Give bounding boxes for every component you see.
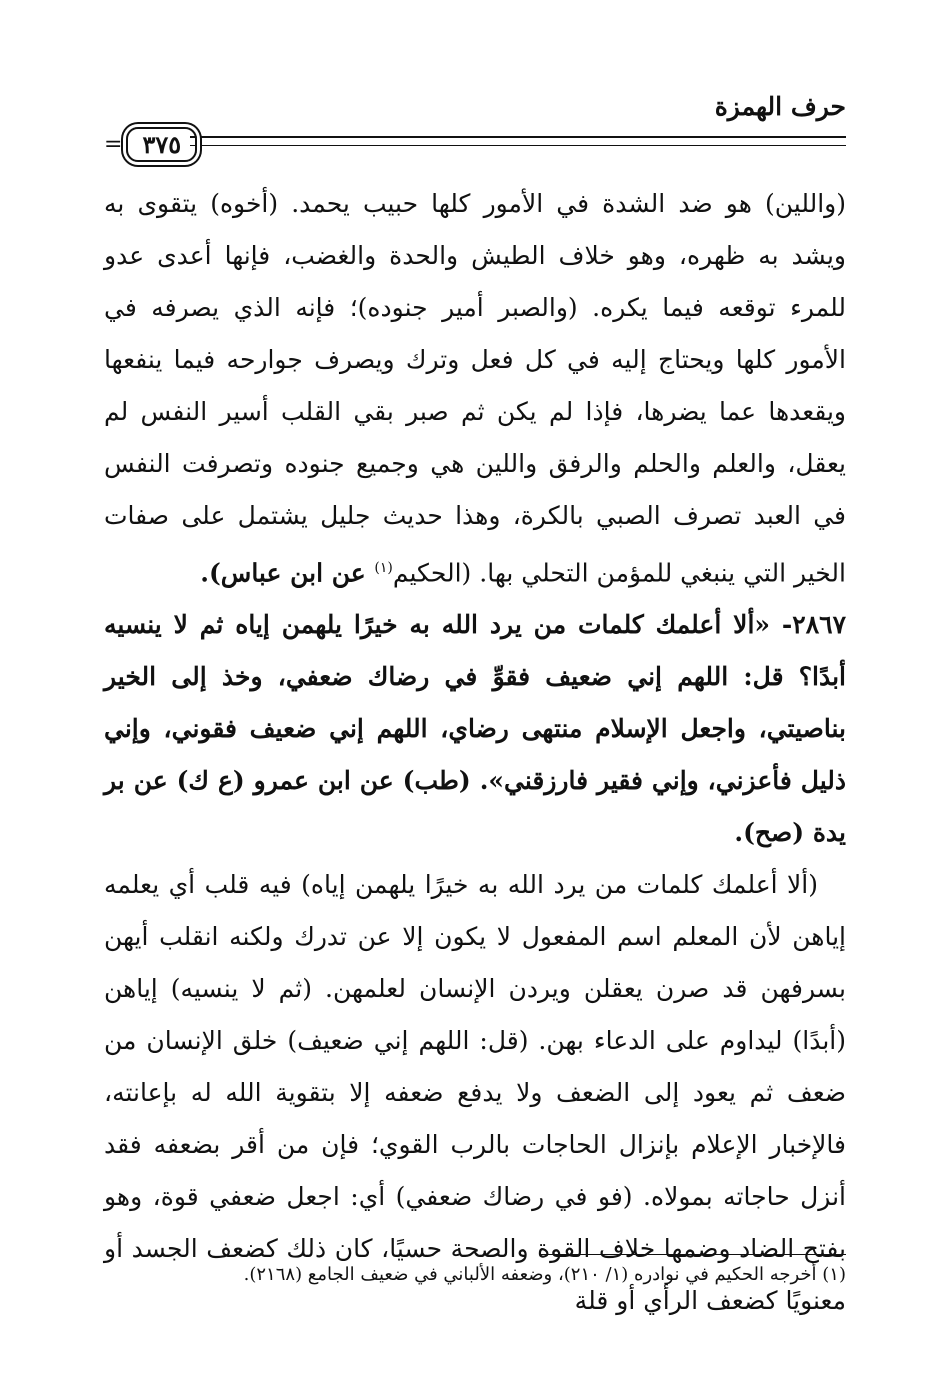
footnote-marker: (١)	[374, 560, 393, 576]
chapter-title: حرف الهمزة	[714, 92, 846, 121]
page-number-box	[104, 116, 197, 172]
paragraph-1-end: عن ابن عباس).	[200, 558, 375, 588]
header-rule-thin	[190, 145, 846, 146]
paragraph-commentary-2: (ألا أعلمك كلمات من يرد الله به خيرًا يلهمن إياه) فيه قلب أي يعلمه إياهن لأن المعلم اسم المفعول لا يكون إلا عن تدرك ولكنه انقلب أيهن بسرفهن قد صرن يعقلن ويردن الإنسان لعلمهن. (ثم لا ينسيه) إياهن (أبدًا) ليداوم على الدعاء بهن. (قل: اللهم إني ضعيف) خلق الإنسان من ضعف ثم يعود إلى الضعف ولا يدفع ضعفه إلا بتقوية الله له بإعانته، فالإخبار الإعلام بإنزال الحاجات بالرب القوي؛ فإن من أقر بضعفه فقد أنزل حاجاته بمولاه. (فو في رضاك ضعفي) أي: اجعل ضعفي قوة، وهو بفتح الضاد وضمها خلاف القوة والصحة حسيًا، كان ذلك كضعف الجسد أو معنويًا كضعف الرأي أو قلة	[104, 870, 846, 1316]
body-text	[104, 178, 846, 1327]
page-number-dash: =	[104, 131, 123, 157]
paragraph-commentary-1	[104, 178, 846, 599]
footnote: (١) أخرجه الحكيم في نوادره (١/ ٢١٠)، وضعفه الألباني في ضعيف الجامع (٢١٦٨).	[243, 1264, 846, 1285]
header-rule	[190, 136, 846, 138]
footnote-rule	[540, 1254, 846, 1255]
paragraph-1-text: (واللين) هو ضد الشدة في الأمور كلها حبيب يحمد. (أخوه) يتقوى به ويشد به ظهره، وهو خلاف الطيش والحدة والغضب، فإنها أعدى عدو للمرء توقعه فيما يكره. (والصبر أمير جنوده)؛ فإنه الذي يصرفه في الأمور كلها ويحتاج إليه في كل فعل وترك ويصرف جوارحه فيما ينفعها ويقعدها عما يضرها، فإذا لم يكن ثم صبر بقي القلب أسير النفس لم يعقل، والعلم والحلم والرفق واللين هي وجميع جنوده وتصرفت النفس في العبد تصرف الصبي بالكرة، وهذا حديث جليل يشتمل على صفات الخير التي ينبغي للمؤمن التحلي بها. (الحكيم	[104, 189, 846, 588]
page-number: ٣٧٥	[126, 127, 197, 162]
hadith-2867: ٢٨٦٧- «ألا أعلمك كلمات من يرد الله به خيرًا يلهمن إياه ثم لا ينسيه أبدًا؟ قل: اللهم إني ضعيف فقوِّ في رضاك ضعفي، وخذ إلى الخير بناصيتي، واجعل الإسلام منتهى رضاي، اللهم إني ضعيف فقوني، وإني ذليل فأعزني، وإني فقير فارزقني». (طب) عن ابن عمرو (ع ك) عن بر يدة (صح).	[104, 610, 846, 848]
